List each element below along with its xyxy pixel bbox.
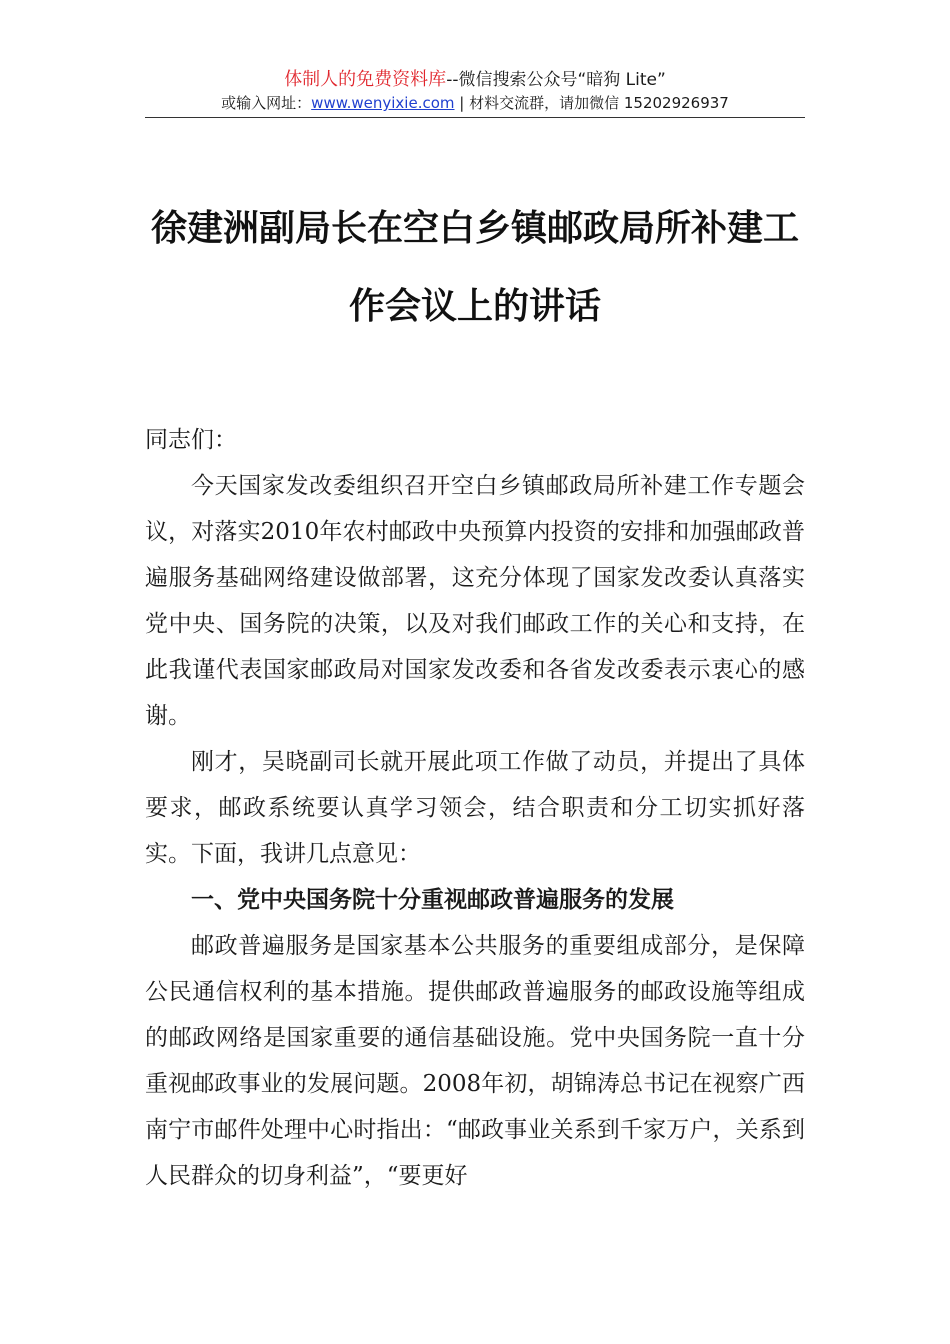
section-heading-1: 一、党中央国务院十分重视邮政普遍服务的发展 bbox=[191, 887, 674, 913]
page-header bbox=[145, 68, 805, 114]
header-url-prefix: 或输入网址： bbox=[221, 94, 312, 112]
document-body bbox=[145, 417, 805, 1199]
header-divider bbox=[145, 117, 805, 118]
header-url-link[interactable]: www.wenyixie.com bbox=[311, 94, 455, 112]
document-title bbox=[145, 190, 805, 346]
title-line-1: 徐建洲副局长在空白乡镇邮政局所补建工 bbox=[150, 208, 799, 249]
paragraph-1: 今天国家发改委组织召开空白乡镇邮政局所补建工作专题会议，对落实2010年农村邮政中央预算内投资的安排和加强邮政普遍服务基础网络建设做部署，这充分体现了国家发改委认真落实党中央、国务院的决策，以及对我们邮政工作的关心和支持，在此我谨代表国家邮政局对国家发改委和各省发改委表示衷心的感谢。 bbox=[145, 473, 805, 729]
header-tagline: --微信搜索公众号“暗狗 Lite” bbox=[446, 70, 666, 90]
paragraph-2: 刚才，吴晓副司长就开展此项工作做了动员，并提出了具体要求，邮政系统要认真学习领会，结合职责和分工切实抓好落实。下面，我讲几点意见： bbox=[145, 749, 805, 867]
section-1-paragraph: 邮政普遍服务是国家基本公共服务的重要组成部分，是保障公民通信权利的基本措施。提供邮政普遍服务的邮政设施等组成的邮政网络是国家重要的通信基础设施。党中央国务院一直十分重视邮政事业的发展问题。2008年初，胡锦涛总书记在视察广西南宁市邮件处理中心时指出：“邮政事业关系到千家万户，关系到人民群众的切身利益”，“要更好 bbox=[145, 933, 805, 1189]
header-contact: 材料交流群，请加微信 15202926937 bbox=[469, 94, 729, 112]
header-separator: | bbox=[454, 94, 470, 112]
title-line-2: 作会议上的讲话 bbox=[348, 286, 601, 327]
header-brand: 体制人的免费资料库 bbox=[284, 69, 447, 90]
salutation: 同志们： bbox=[145, 427, 237, 453]
header-line-contact bbox=[145, 92, 805, 114]
header-line-brand bbox=[145, 68, 805, 92]
